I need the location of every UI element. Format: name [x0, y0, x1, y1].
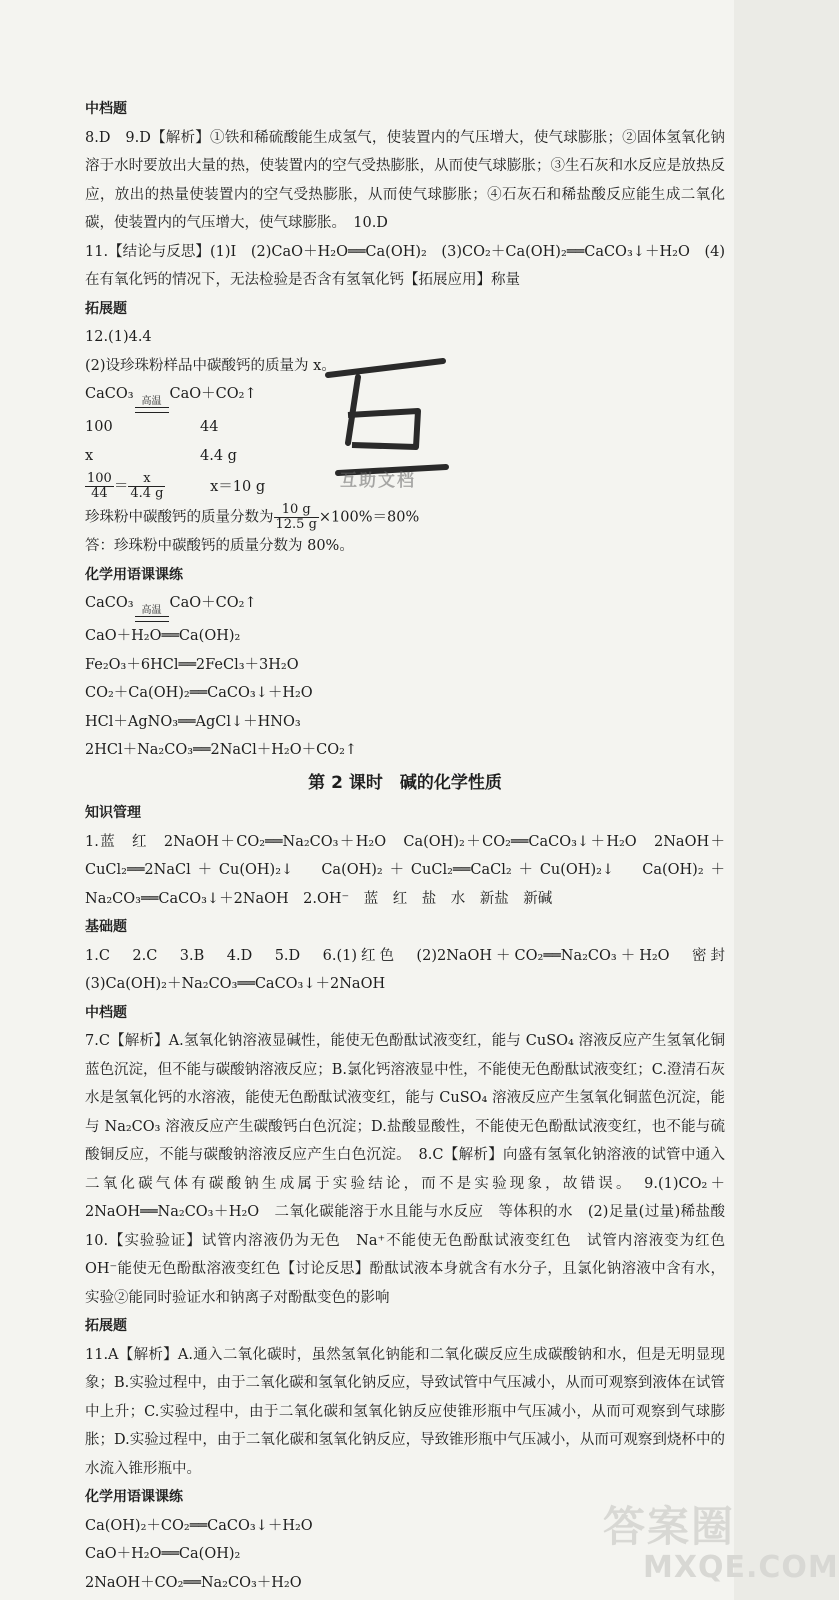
answer-8-9: 8.D 9.D【解析】①铁和稀硫酸能生成氢气，使装置内的气压增大，使气球膨胀；②固体氢氧化钠溶于水时要放出大量的热，使装置内的空气受热膨胀，从而使气球膨胀；③生石灰和水反应是放热反应，放出的热量使装置内的空气受热膨胀，从而使气球膨胀；④石灰石和稀盐酸反应能生成二氧化碳，使装置内的气压增大，使气球膨胀。 10.D — [85, 129, 725, 231]
equation-line: HCl＋AgNO₃══AgCl↓＋HNO₃ — [85, 713, 301, 730]
heading-knowledge: 知识管理 — [85, 805, 141, 821]
calc-equation — [85, 380, 725, 413]
calc-reactant: CaCO₃ — [85, 386, 134, 402]
heading-ext-2: 拓展题 — [85, 1318, 127, 1334]
calc-row-unknown: x 4.4 g — [85, 447, 237, 464]
answer-basic: 1.C 2.C 3.B 4.D 5.D 6.(1)红色 (2)2NaOH＋CO₂══Na₂CO₃＋H₂O 密封 (3)Ca(OH)₂＋Na₂CO₃══CaCO₃↓＋2NaOH — [85, 947, 740, 992]
equation-line: CaO＋H₂O══Ca(OH)₂ — [85, 1546, 241, 1562]
calc-condition: 高温 — [135, 396, 169, 413]
equation-line: 2NaOH＋CO₂══Na₂CO₃＋H₂O — [85, 1574, 302, 1591]
equation-line: Ca(OH)₂＋CO₂══CaCO₃↓＋H₂O — [85, 1517, 313, 1534]
answer-11-ext: 11.A【解析】A.通入二氧化碳时，虽然氢氧化钠能和二氧化碳反应生成碳酸钠和水，但是无明显现象；B.实验过程中，由于二氧化碳和氢氧化钠反应，导致试管中气压减小，从而可观察到液体在试管中上升；C.实验过程中，由于二氧化碳和氢氧化钠反应使锥形瓶中气压减小，从而可观察到气球膨胀；D.实验过程中，由于二氧化碳和氢氧化钠反应，导致锥形瓶中气压减小，从而可观察到烧杯中的水流入锥形瓶中。 — [85, 1346, 725, 1477]
section-title: 第 2 课时 碱的化学性质 — [308, 772, 502, 793]
answer-7-10: 7.C【解析】A.氢氧化钠溶液显碱性，能使无色酚酞试液变红，能与 CuSO₄ 溶液反应产生氢氧化铜蓝色沉淀，但不能与碳酸钠溶液反应；B.氯化钙溶液显中性，不能使无色酚酞试液变红；C.澄清石灰水是氢氧化钙的水溶液，能使无色酚酞试液变红，能与 CuSO₄ 溶液反应产生氢氧化铜蓝色沉淀，能与 Na₂CO₃ 溶液反应产生碳酸钙白色沉淀；D.盐酸显酸性，不能使无色酚酞试液变红，也不能与硫酸铜反应，不能与碳酸钠溶液反应产生白色沉淀。 8.C【解析】向盛有氢氧化钠溶液的试管中通入二氧化碳气体有碳酸钠生成属于实验结论，而不是实验现象，故错误。 9.(1)CO₂＋2NaOH══Na₂CO₃＋H₂O 二氧化碳能溶于水且能与水反应 等体积的水 (2)足量(过量)稀盐酸 10.【实验验证】试管内溶液仍为无色 Na⁺不能使无色酚酞试液变红色 试管内溶液变为红色 OH⁻能使无色酚酞溶液变红色【讨论反思】酚酞试液本身就含有水分子，且氯化钠溶液中含有水，实验②能同时验证水和钠离子对酚酞变色的影响 — [85, 1033, 740, 1306]
calc-ratio: $\frac{100}{44}$ ＝ $\frac{x}{4.4 g}$ x＝10 g — [87, 471, 266, 501]
answer-content — [85, 95, 740, 1597]
heading-mid-1: 中档题 — [85, 101, 127, 117]
equation-calcination: CaCO₃ 高温 CaO＋CO₂↑ — [85, 589, 725, 622]
equation-line: Fe₂O₃＋6HCl══2FeCl₃＋3H₂O — [85, 656, 299, 673]
equation-line: CO₂＋Ca(OH)₂══CaCO₃↓＋H₂O — [85, 685, 313, 701]
answer-11: 11.【结论与反思】(1)Ⅰ (2)CaO＋H₂O══Ca(OH)₂ (3)CO₂＋Ca(OH)₂══CaCO₃↓＋H₂O (4)在有氧化钙的情况下，无法检验是否含有氢氧化钙【拓展应用】称量 — [85, 243, 725, 288]
calc-products: CaO＋CO₂↑ — [169, 386, 257, 402]
calc-row-mass: 100 44 — [85, 419, 219, 435]
watermark-logo: 答案圈 MXQE.COM — [603, 1502, 839, 1585]
calc-fraction-line: 珍珠粉中碳酸钙的质量分数为 $\frac{10 g}{12.5 g}$ ×100%＝80% — [85, 502, 420, 532]
heading-lang-1: 化学用语课课练 — [85, 566, 183, 583]
heading-basic: 基础题 — [85, 919, 127, 935]
equation-line: CaO＋H₂O══Ca(OH)₂ — [85, 628, 241, 644]
answer-12-1: 12.(1)4.4 — [85, 329, 152, 345]
heading-mid-2: 中档题 — [85, 1004, 127, 1021]
answer-12-2: (2)设珍珠粉样品中碳酸钙的质量为 x。 — [85, 357, 336, 374]
heading-lang-2: 化学用语课课练 — [85, 1489, 183, 1505]
equation-line: 2HCl＋Na₂CO₃══2NaCl＋H₂O＋CO₂↑ — [85, 742, 358, 758]
answer-knowledge: 1.蓝 红 2NaOH＋CO₂══Na₂CO₃＋H₂O Ca(OH)₂＋CO₂══CaCO₃↓＋H₂O 2NaOH＋CuCl₂══2NaCl＋Cu(OH)₂↓ Ca(OH)₂＋CuCl₂══CaCl₂＋Cu(OH)₂↓ Ca(OH)₂＋Na₂CO₃══CaCO₃↓＋2NaOH 2.OH⁻ 蓝 红 盐 水 新盐 新碱 — [85, 833, 725, 907]
heading-ext-1: 拓展题 — [85, 300, 127, 317]
stamp-text: 互助文档 — [340, 471, 416, 491]
calc-answer: 答：珍珠粉中碳酸钙的质量分数为 80%。 — [85, 538, 354, 554]
